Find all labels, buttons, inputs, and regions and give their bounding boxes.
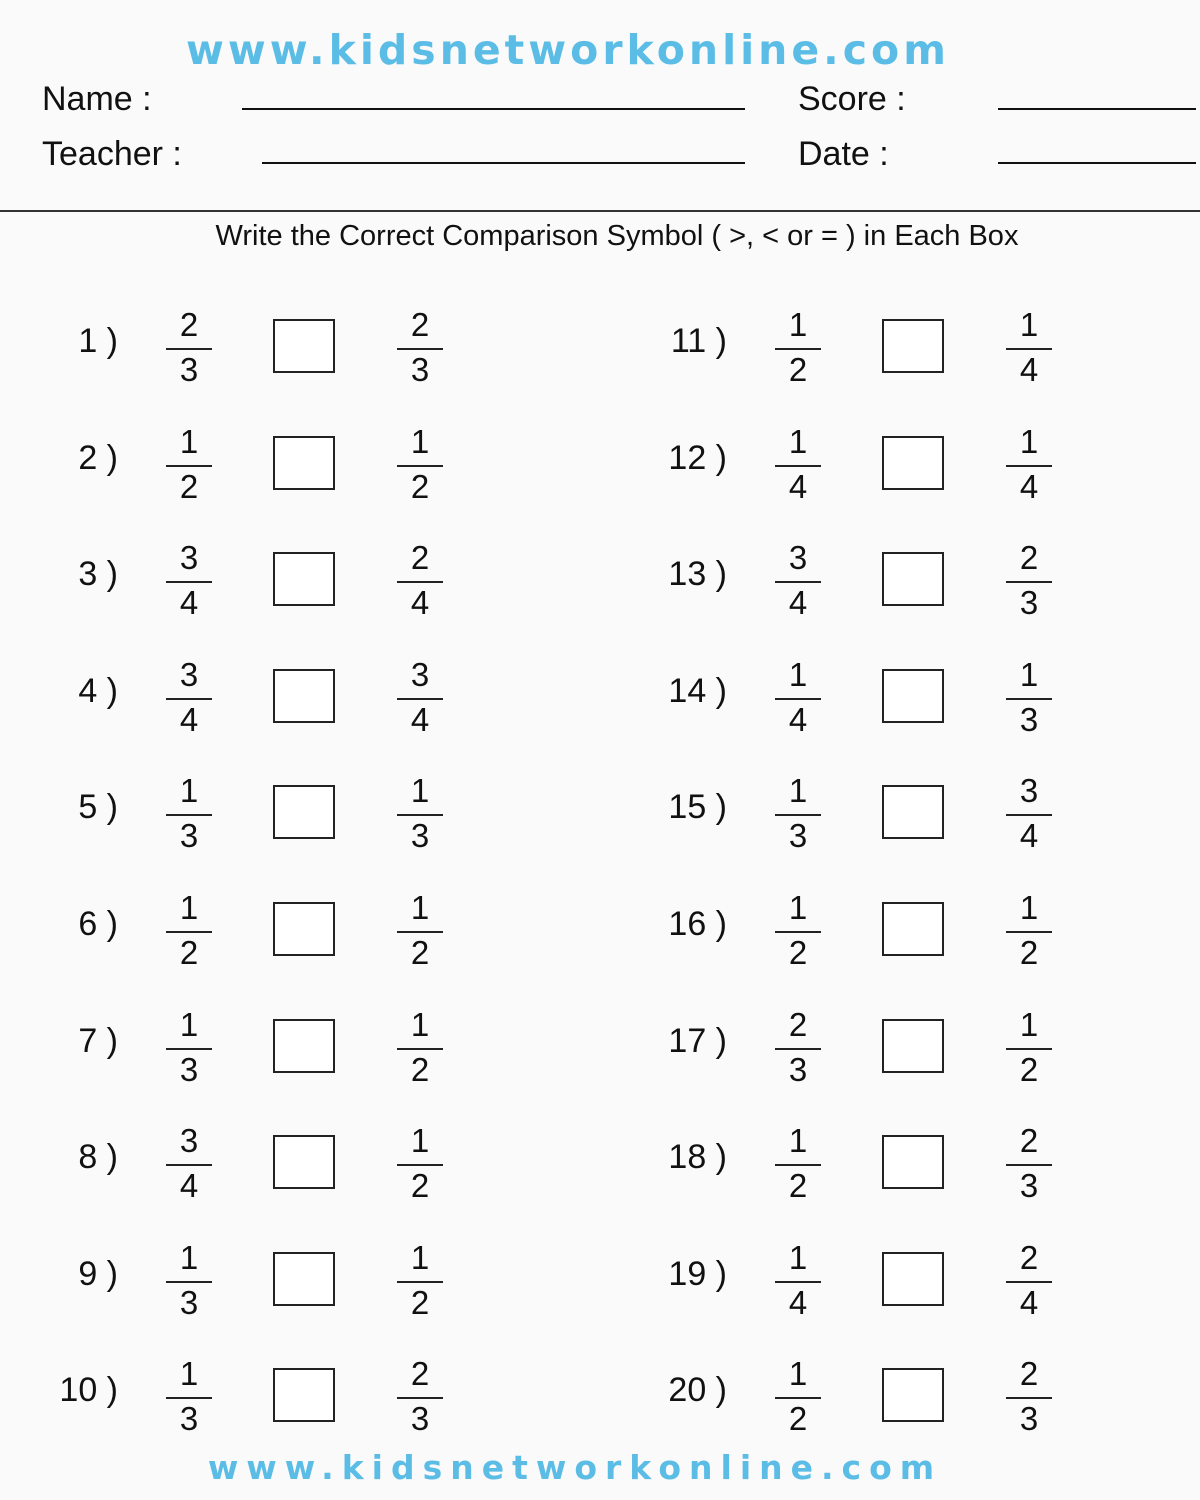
numerator: 3 [179, 539, 199, 577]
numerator: 1 [410, 1005, 430, 1043]
denominator: 4 [179, 584, 199, 622]
denominator: 3 [788, 817, 808, 855]
numerator: 2 [788, 1005, 808, 1043]
denominator: 3 [410, 1400, 430, 1438]
denominator: 4 [410, 700, 430, 738]
denominator: 2 [1019, 934, 1039, 971]
answer-box[interactable] [273, 1252, 335, 1306]
numerator: 3 [788, 539, 808, 577]
denominator: 2 [788, 1167, 808, 1205]
denominator: 2 [788, 351, 808, 388]
denominator: 2 [1019, 1050, 1039, 1088]
instructions: Write the Correct Comparison Symbol ( >, < or = ) in Each Box [215, 220, 1019, 252]
denominator: 3 [179, 1400, 199, 1438]
problem-number: 12 ) [668, 438, 727, 477]
problem-item [0, 233, 600, 622]
numerator: 2 [410, 1355, 430, 1393]
denominator: 4 [1019, 351, 1039, 388]
denominator: 2 [410, 1050, 430, 1088]
denominator: 4 [788, 1283, 808, 1321]
answer-box[interactable] [882, 1368, 944, 1422]
numerator: 1 [1019, 655, 1039, 693]
numerator: 1 [1019, 306, 1039, 343]
denominator: 3 [1019, 584, 1039, 622]
denominator: 2 [788, 934, 808, 971]
denominator: 4 [179, 1167, 199, 1205]
denominator: 2 [179, 467, 199, 505]
denominator: 4 [788, 584, 808, 622]
numerator: 1 [410, 422, 430, 460]
score-label: Score : [798, 80, 906, 118]
numerator: 2 [1019, 539, 1039, 577]
numerator: 2 [410, 306, 430, 343]
denominator: 4 [1019, 467, 1039, 505]
numerator: 2 [410, 539, 430, 577]
denominator: 2 [410, 934, 430, 971]
numerator: 3 [179, 1122, 199, 1160]
website-header: www.kidsnetworkonline.com [186, 26, 950, 74]
problem-item [0, 466, 600, 855]
denominator: 4 [410, 584, 430, 622]
problem-number: 7 ) [78, 1021, 118, 1060]
numerator: 1 [179, 1355, 199, 1393]
website-footer: www.kidsnetworkonline.com [207, 1448, 943, 1487]
problem-number: 15 ) [668, 788, 727, 827]
numerator: 2 [1019, 1122, 1039, 1160]
numerator: 1 [179, 889, 199, 926]
problem-number: 1 ) [78, 322, 118, 360]
denominator: 2 [410, 1167, 430, 1205]
problem-item [0, 700, 600, 1088]
numerator: 1 [788, 1238, 808, 1276]
numerator: 1 [410, 1238, 430, 1276]
denominator: 4 [1019, 1283, 1039, 1321]
numerator: 1 [788, 1355, 808, 1393]
numerator: 1 [1019, 1005, 1039, 1043]
denominator: 3 [410, 351, 430, 388]
numerator: 1 [179, 1005, 199, 1043]
problem-item [0, 1049, 600, 1438]
problem-number: 9 ) [78, 1254, 118, 1293]
numerator: 3 [1019, 772, 1039, 810]
problem-item [0, 350, 600, 738]
denominator: 3 [179, 1050, 199, 1088]
numerator: 1 [179, 772, 199, 810]
numerator: 1 [788, 422, 808, 460]
denominator: 3 [179, 351, 199, 388]
problem-item [609, 350, 1200, 738]
denominator: 3 [1019, 700, 1039, 738]
denominator: 3 [1019, 1167, 1039, 1205]
denominator: 3 [179, 1283, 199, 1321]
problem-number: 6 ) [78, 905, 118, 943]
numerator: 1 [788, 655, 808, 693]
problem-number: 18 ) [668, 1138, 727, 1177]
numerator: 1 [788, 889, 808, 926]
numerator: 1 [410, 772, 430, 810]
date-label: Date : [798, 135, 889, 173]
problem-number: 5 ) [78, 788, 118, 827]
problem-item [0, 583, 600, 971]
problem-number: 8 ) [78, 1138, 118, 1177]
numerator: 1 [410, 1122, 430, 1160]
problem-number: 4 ) [78, 671, 118, 710]
numerator: 2 [179, 306, 199, 343]
numerator: 3 [179, 655, 199, 693]
problem-number: 14 ) [668, 671, 727, 710]
name-label: Name : [42, 80, 152, 118]
numerator: 2 [1019, 1238, 1039, 1276]
numerator: 1 [788, 306, 808, 343]
problem-number: 16 ) [668, 905, 727, 943]
problem-number: 19 ) [668, 1254, 727, 1293]
teacher-label: Teacher : [42, 135, 182, 173]
numerator: 1 [410, 889, 430, 926]
answer-box[interactable] [273, 1368, 335, 1422]
numerator: 1 [788, 772, 808, 810]
problem-item [0, 117, 600, 505]
numerator: 2 [1019, 1355, 1039, 1393]
denominator: 2 [410, 467, 430, 505]
numerator: 1 [179, 422, 199, 460]
denominator: 4 [179, 700, 199, 738]
problem-number: 13 ) [668, 555, 727, 594]
problem-item [0, 816, 600, 1205]
denominator: 3 [179, 817, 199, 855]
problem-number: 3 ) [78, 555, 118, 594]
problem-number: 17 ) [668, 1021, 727, 1060]
problem-number: 10 ) [59, 1371, 118, 1410]
denominator: 3 [1019, 1400, 1039, 1438]
answer-box[interactable] [882, 1252, 944, 1306]
denominator: 2 [410, 1283, 430, 1321]
numerator: 1 [179, 1238, 199, 1276]
denominator: 2 [179, 934, 199, 971]
denominator: 3 [788, 1050, 808, 1088]
numerator: 3 [410, 655, 430, 693]
numerator: 1 [1019, 889, 1039, 926]
numerator: 1 [1019, 422, 1039, 460]
problem-number: 2 ) [78, 438, 118, 477]
problem-number: 20 ) [668, 1371, 727, 1410]
denominator: 3 [410, 817, 430, 855]
problem-item [0, 933, 600, 1321]
denominator: 4 [788, 467, 808, 505]
denominator: 4 [1019, 817, 1039, 855]
denominator: 4 [788, 700, 808, 738]
problem-number: 11 ) [670, 322, 727, 360]
numerator: 1 [788, 1122, 808, 1160]
denominator: 2 [788, 1400, 808, 1438]
